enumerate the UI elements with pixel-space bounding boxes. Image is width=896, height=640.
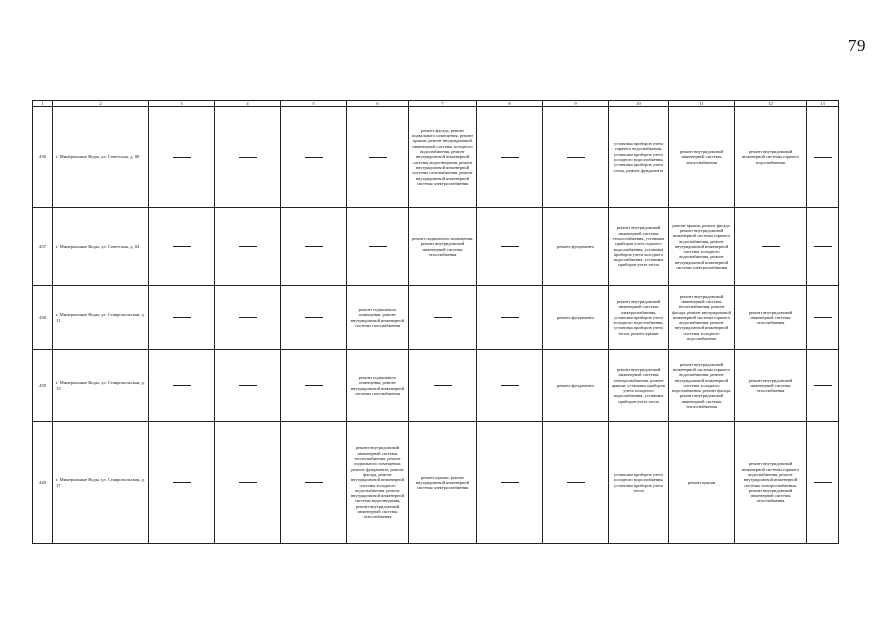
table-row — [33, 286, 839, 350]
work-cell: ремонт внутридомовой инженерной системы теплоснабжения — [669, 107, 735, 208]
work-cell: ремонт фасада, ремонт подвального помещения, ремонт крыши, ремонт внутридомовой инженерной системы холодного водоснабжения, ремонт внутридомовой инженерной системы водоотведения, ремонт внутридомовой инженерной системы газоснабжения, ремонт внутридомовой инженерной системы электроснабжения — [409, 107, 477, 208]
work-cell: ремонт внутридомовой инженерной системы электроснабжения, установка приборов учета холодного водоснабжения, установка приборов учета тепла, ремонт крыши — [609, 286, 669, 350]
work-cell: ремонт подвального помещения, ремонт внутридомовой инженерной системы газоснабжения — [347, 286, 409, 350]
dash — [239, 482, 257, 483]
table-cell — [149, 208, 215, 286]
dash — [567, 157, 585, 158]
table-cell — [543, 422, 609, 544]
table-cell — [215, 286, 281, 350]
dash — [814, 246, 832, 247]
work-cell: ремонт внутридомовой инженерной системы горячего водоснабжения, ремонт внутридомовой инженерной системы холодного водоснабжения, ремонт фасада, ремонт внутридомовой инженерной системы теплоснабжения — [669, 350, 735, 422]
work-cell: ремонт внутридомовой инженерной системы газоснабжения — [735, 286, 807, 350]
work-cell: установка приборов учета холодного водоснабжения, установка приборов учета тепла — [609, 422, 669, 544]
dash — [814, 317, 832, 318]
work-cell: ремонт крыши, ремонт внутридомовой инженерной системы электроснабжения — [409, 422, 477, 544]
dash — [173, 482, 191, 483]
table-cell — [215, 422, 281, 544]
table-cell — [149, 422, 215, 544]
row-number: 440 — [33, 422, 53, 544]
work-cell: ремонт фундамента — [543, 350, 609, 422]
dash — [501, 385, 519, 386]
row-number: 437 — [33, 208, 53, 286]
dash — [305, 482, 323, 483]
work-cell: ремонт крыши, ремонт фасада, ремонт внутридомовой инженерной системы горячего водоснабжения, ремонт внутридомовой инженерной системы холодного водоснабжения, ремонт внутридомовой инженерной системы электроснабжения — [669, 208, 735, 286]
table-cell — [477, 107, 543, 208]
row-number: 439 — [33, 350, 53, 422]
address-cell: г. Минеральные Воды, ул. Ставропольская, д. 11 — [53, 286, 149, 350]
header-cell: 1 — [33, 101, 53, 107]
work-cell: ремонт внутридомовой инженерной системы горячего водоснабжения — [735, 107, 807, 208]
table-cell — [477, 422, 543, 544]
table-cell — [149, 107, 215, 208]
header-cell: 4 — [215, 101, 281, 107]
table-cell — [807, 107, 839, 208]
dash — [239, 246, 257, 247]
table-cell — [215, 107, 281, 208]
dash — [762, 246, 780, 247]
table-cell — [149, 286, 215, 350]
repair-schedule-table — [32, 100, 839, 544]
table-cell — [149, 350, 215, 422]
dash — [173, 317, 191, 318]
dash — [814, 157, 832, 158]
work-cell: ремонт внутридомовой инженерной системы теплоснабжения, установка приборов учета горячего водоснабжения, установка приборов учета холодного водоснабжения, установка приборов учета тепла — [609, 208, 669, 286]
table-cell — [477, 350, 543, 422]
dash — [369, 246, 387, 247]
dash — [305, 385, 323, 386]
table-cell — [807, 208, 839, 286]
table-cell — [409, 286, 477, 350]
work-cell: ремонт крыши — [669, 422, 735, 544]
dash — [434, 317, 452, 318]
table-cell — [807, 286, 839, 350]
table-cell — [477, 208, 543, 286]
dash — [173, 157, 191, 158]
work-cell: ремонт внутридомовой инженерной системы газоснабжения — [735, 350, 807, 422]
dash — [501, 317, 519, 318]
work-cell: ремонт внутридомовой инженерной системы горячего водоснабжения, ремонт внутридомовой инженерной системы электроснабжения, ремонт внутридомовой инженерной системы газоснабжения — [735, 422, 807, 544]
work-cell: ремонт внутридомовой инженерной системы теплоснабжения, ремонт фасада, ремонт внутридомовой инженерной системы горячего водоснабжения, ремонт внутридомовой инженерной системы холодного водоснабжения — [669, 286, 735, 350]
dash — [305, 157, 323, 158]
dash — [239, 317, 257, 318]
address-cell: г. Минеральные Воды, ул. Советская, д. 82 — [53, 208, 149, 286]
work-cell: ремонт фундамента — [543, 286, 609, 350]
dash — [814, 385, 832, 386]
header-cell: 7 — [409, 101, 477, 107]
work-cell: ремонт фундамента — [543, 208, 609, 286]
table-cell — [281, 286, 347, 350]
header-cell: 5 — [281, 101, 347, 107]
header-cell: 2 — [53, 101, 149, 107]
dash — [173, 246, 191, 247]
header-cell: 9 — [543, 101, 609, 107]
header-cell: 8 — [477, 101, 543, 107]
page-number: 79 — [848, 36, 866, 55]
table-cell — [347, 208, 409, 286]
header-cell: 10 — [609, 101, 669, 107]
table-cell — [215, 350, 281, 422]
table-row — [33, 208, 839, 286]
table-cell — [477, 286, 543, 350]
address-cell: г. Минеральные Воды, ул. Советская, д. 80 — [53, 107, 149, 208]
dash — [305, 317, 323, 318]
work-cell: ремонт подвального помещения, ремонт внутридомовой инженерной системы газоснабжения — [409, 208, 477, 286]
header-cell: 6 — [347, 101, 409, 107]
dash — [369, 157, 387, 158]
work-cell: установка приборов учета горячего водоснабжения, установка приборов учета холодного водоснабжения, установка приборов учета тепла, ремонт фундамента — [609, 107, 669, 208]
dash — [501, 157, 519, 158]
table-row — [33, 350, 839, 422]
table-cell — [215, 208, 281, 286]
table-cell — [409, 350, 477, 422]
table-cell — [281, 350, 347, 422]
header-cell: 13 — [807, 101, 839, 107]
table-cell — [543, 107, 609, 208]
dash — [501, 246, 519, 247]
dash — [239, 157, 257, 158]
row-number: 436 — [33, 107, 53, 208]
table-cell — [281, 107, 347, 208]
dash — [239, 385, 257, 386]
table-cell — [347, 107, 409, 208]
dash — [814, 482, 832, 483]
dash — [501, 482, 519, 483]
table-row — [33, 107, 839, 208]
work-cell: ремонт внутридомовой инженерной системы электроснабжения, ремонт крыши, установка приборов учета холодного водоснабжения, установка приборов учета тепла — [609, 350, 669, 422]
row-number: 438 — [33, 286, 53, 350]
table-cell — [807, 422, 839, 544]
table-cell — [735, 208, 807, 286]
header-cell: 3 — [149, 101, 215, 107]
table-cell — [281, 208, 347, 286]
dash — [173, 385, 191, 386]
header-cell: 11 — [669, 101, 735, 107]
dash — [305, 246, 323, 247]
dash — [434, 385, 452, 386]
work-cell: ремонт подвального помещения, ремонт внутридомовой инженерной системы газоснабжения — [347, 350, 409, 422]
address-cell: г. Минеральные Воды, ул. Ставропольская, д. 17 — [53, 422, 149, 544]
work-cell: ремонт внутридомовой инженерной системы теплоснабжения, ремонт подвального помещения, ремонт фундамента, ремонт фасада, ремонт внутридомовой инженерной системы холодного водоснабжения, ремонт внутридомовой инженерной системы водоотведения, ремонт внутридомовой инженерной системы газоснабжения — [347, 422, 409, 544]
dash — [567, 482, 585, 483]
header-cell: 12 — [735, 101, 807, 107]
table-cell — [281, 422, 347, 544]
table-cell — [807, 350, 839, 422]
address-cell: г. Минеральные Воды, ул. Ставропольская, д. 15 — [53, 350, 149, 422]
table-row — [33, 422, 839, 544]
